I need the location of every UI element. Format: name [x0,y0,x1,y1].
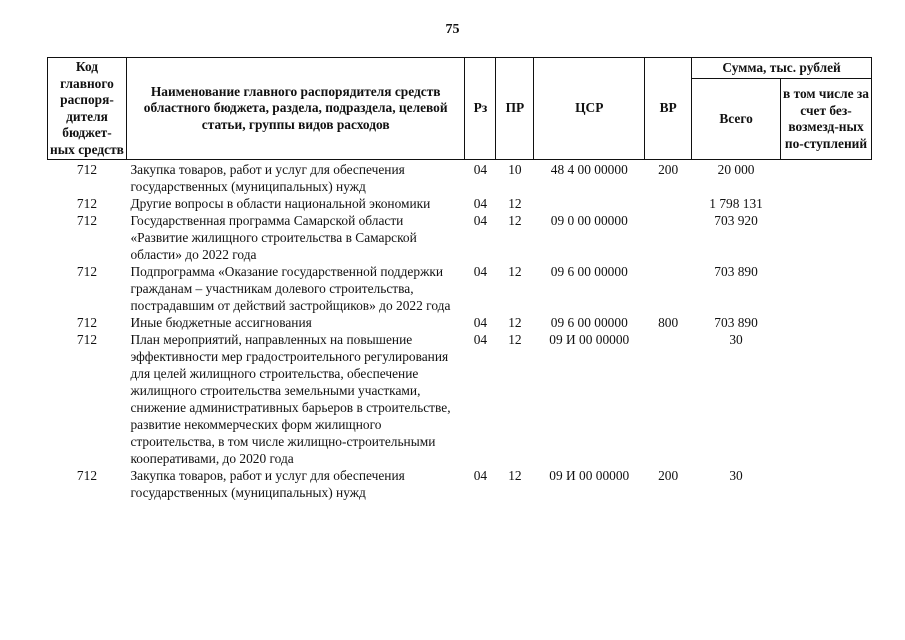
cell-total: 703 890 [714,315,758,330]
table-body [48,160,872,502]
cell-name: Другие вопросы в области национальной экономики [130,196,431,211]
header-name: Наименование главного распорядителя средств областного бюджета, раздела, подраздела, целевой статьи, группы видов расходов [126,58,464,160]
cell-name: Закупка товаров, работ и услуг для обеспечения государственных (муниципальных) нужд [130,468,405,500]
cell-free [781,195,872,212]
header-vr: ВР [645,58,692,160]
header-code: Код главного распоря-дителя бюджет-ных средств [48,58,127,160]
cell-free [781,160,872,196]
cell-code: 712 [76,162,98,177]
cell-csr: 09 6 00 00000 [550,264,628,279]
header-sum-group: Сумма, тыс. рублей [692,58,872,79]
cell-vr [645,331,692,467]
table-row [48,263,872,314]
table-header [48,58,872,160]
cell-csr: 48 4 00 00000 [550,162,628,177]
cell-name: Иные бюджетные ассигнования [130,315,312,330]
cell-free [781,467,872,501]
cell-vr [645,263,692,314]
cell-vr: 800 [658,315,679,330]
cell-code: 712 [76,315,98,330]
cell-vr [645,195,692,212]
header-total: Всего [692,79,781,160]
cell-name: Государственная программа Самарской области «Развитие жилищного строительства в Самарской области» до 2022 года [130,213,417,262]
cell-rz: 04 [473,332,488,347]
table-row [48,160,872,196]
header-csr: ЦСР [534,58,645,160]
cell-name: Закупка товаров, работ и услуг для обеспечения государственных (муниципальных) нужд [130,162,405,194]
cell-rz: 04 [473,162,488,177]
cell-total: 20 000 [717,162,755,177]
cell-total: 30 [729,332,743,347]
cell-rz: 04 [473,264,488,279]
cell-rz: 04 [473,213,488,228]
cell-vr: 200 [658,468,679,483]
cell-free [781,263,872,314]
cell-csr: 09 6 00 00000 [550,315,628,330]
cell-pr: 12 [508,332,522,347]
table-row [48,212,872,263]
table-row [48,467,872,501]
cell-pr: 12 [508,315,522,330]
cell-csr [534,195,645,212]
cell-code: 712 [76,196,98,211]
cell-code: 712 [76,213,98,228]
cell-csr: 09 И 00 00000 [549,332,630,347]
cell-total: 703 890 [714,264,758,279]
cell-pr: 12 [508,213,522,228]
cell-rz: 04 [473,196,488,211]
header-free: в том числе за счет без-возмезд-ных по-ступлений [781,79,872,160]
cell-free [781,212,872,263]
cell-csr: 09 И 00 00000 [549,468,630,483]
cell-code: 712 [76,264,98,279]
cell-total: 1 798 131 [709,196,763,211]
cell-pr: 10 [508,162,522,177]
budget-table [47,57,872,501]
cell-csr: 09 0 00 00000 [550,213,628,228]
cell-pr: 12 [508,196,522,211]
cell-total: 30 [729,468,743,483]
cell-pr: 12 [508,264,522,279]
table-row [48,314,872,331]
cell-total: 703 920 [714,213,758,228]
cell-vr: 200 [658,162,679,177]
table-row [48,195,872,212]
cell-rz: 04 [473,468,488,483]
cell-vr [645,212,692,263]
cell-pr: 12 [508,468,522,483]
header-pr: ПР [496,58,534,160]
page-number: 75 [445,22,460,37]
cell-free [781,331,872,467]
cell-code: 712 [76,332,98,347]
cell-code: 712 [76,468,98,483]
cell-rz: 04 [473,315,488,330]
cell-name: Подпрограмма «Оказание государственной поддержки гражданам – участникам долевого строительства, пострадавшим от действий застройщиков» до 2022 года [130,264,451,313]
header-rz: Рз [465,58,496,160]
table-row [48,331,872,467]
cell-free [781,314,872,331]
cell-name: План мероприятий, направленных на повышение эффективности мер градостроительного регулирования для целей жилищного строительства, обеспечение жилищного строительства земельными участками, снижение административных барьеров в строительстве, развитие некоммерческих форм жилищного строительства, в том числе жилищно-строительными кооперативами, до 2020 года [130,332,451,466]
